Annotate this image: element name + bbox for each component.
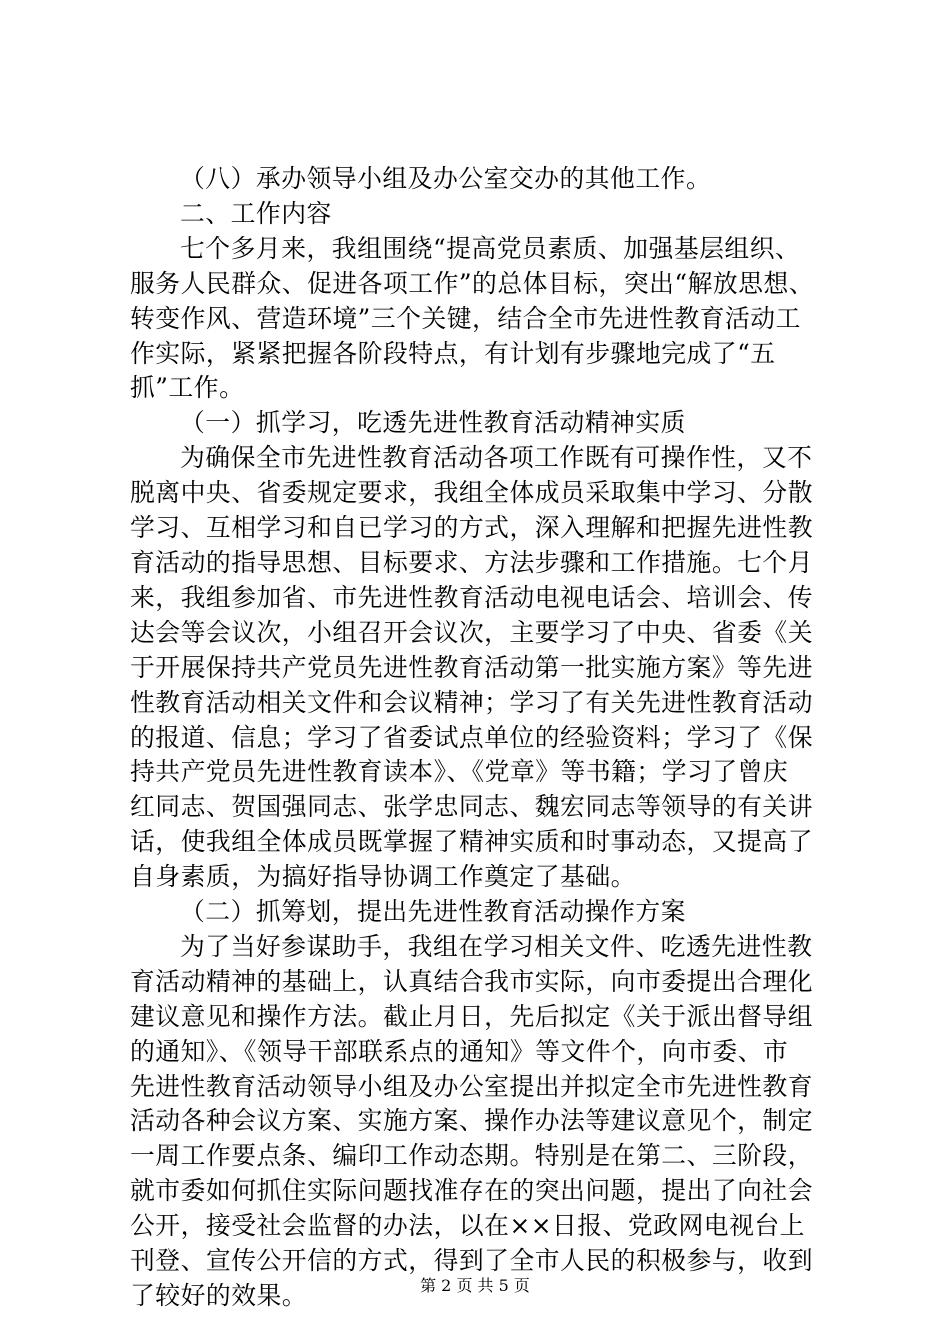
text-line: 二、工作内容 (180, 198, 332, 228)
text-line: 为了当好参谋助手，我组在学习相关文件、吃透先进性教 (180, 931, 813, 961)
text-line: 抓”工作。 (130, 373, 245, 403)
text-line: 于开展保持共产党员先进性教育活动第一批实施方案》等先进 (130, 652, 814, 682)
text-line: 脱离中央、省委规定要求，我组全体成员采取集中学习、分散 (130, 478, 814, 508)
text-line: 作实际，紧紧把握各阶段特点，有计划有步骤地完成了“五 (130, 338, 776, 368)
text-block (130, 162, 846, 1314)
text-line: 育活动精神的基础上，认真结合我市实际，向市委提出合理化 (130, 966, 814, 996)
text-line: 建议意见和操作方法。截止月日，先后拟定《关于派出督导组 (130, 1001, 814, 1031)
text-line: 达会等会议次，小组召开会议次，主要学习了中央、省委《关 (130, 617, 814, 647)
text-line: 学习、互相学习和自已学习的方式，深入理解和把握先进性教 (130, 513, 814, 543)
text-line: 的报道、信息；学习了省委试点单位的经验资料；学习了《保 (130, 722, 814, 752)
text-line: 就市委如何抓住实际问题找准存在的突出问题，提出了向社会 (130, 1176, 814, 1206)
text-line: 自身素质，为搞好指导协调工作奠定了基础。 (130, 862, 636, 892)
text-line: 一周工作要点条、编印工作动态期。特别是在第二、三阶段， (130, 1141, 814, 1171)
text-line: 持共产党员先进性教育读本》、《党章》等书籍；学习了曾庆 (130, 757, 789, 787)
text-line: 刊登、宣传公开信的方式，得到了全市人民的积极参与，收到 (130, 1246, 814, 1276)
text-line: 红同志、贺国强同志、张学忠同志、魏宏同志等领导的有关讲 (130, 792, 814, 822)
text-line: 服务人民群众、促进各项工作”的总体目标，突出“解放思想、 (130, 268, 815, 298)
text-line: （八）承办领导小组及办公室交办的其他工作。 (180, 164, 712, 193)
text-line: 性教育活动相关文件和会议精神；学习了有关先进性教育活动 (130, 687, 814, 717)
text-line: 的通知》、《领导干部联系点的通知》等文件个，向市委、市 (130, 1036, 789, 1066)
text-line: （一）抓学习，吃透先进性教育活动精神实质 (180, 408, 686, 438)
text-line: 育活动的指导思想、目标要求、方法步骤和工作措施。七个月 (130, 547, 814, 577)
text-line: 来，我组参加省、市先进性教育活动电视电话会、培训会、传 (130, 582, 814, 612)
text-line: 活动各种会议方案、实施方案、操作办法等建议意见个，制定 (130, 1106, 814, 1136)
text-line: 七个多月来，我组围绕“提高党员素质、加强基层组织、 (180, 233, 801, 263)
page-footer: 第 2 页 共 5 页 (420, 1276, 530, 1295)
text-line: 为确保全市先进性教育活动各项工作既有可操作性，又不 (180, 443, 813, 473)
text-line: 公开，接受社会监督的办法，以在××日报、党政网电视台上 (130, 1211, 805, 1241)
text-line: 先进性教育活动领导小组及办公室提出并拟定全市先进性教育 (130, 1071, 814, 1101)
document-body (130, 162, 846, 1314)
text-line: （二）抓筹划，提出先进性教育活动操作方案 (180, 897, 686, 927)
text-line: 了较好的效果。 (130, 1281, 308, 1310)
text-line: 话，使我组全体成员既掌握了精神实质和时事动态，又提高了 (130, 827, 814, 857)
text-line: 转变作风、营造环境”三个关键，结合全市先进性教育活动工 (130, 303, 801, 333)
